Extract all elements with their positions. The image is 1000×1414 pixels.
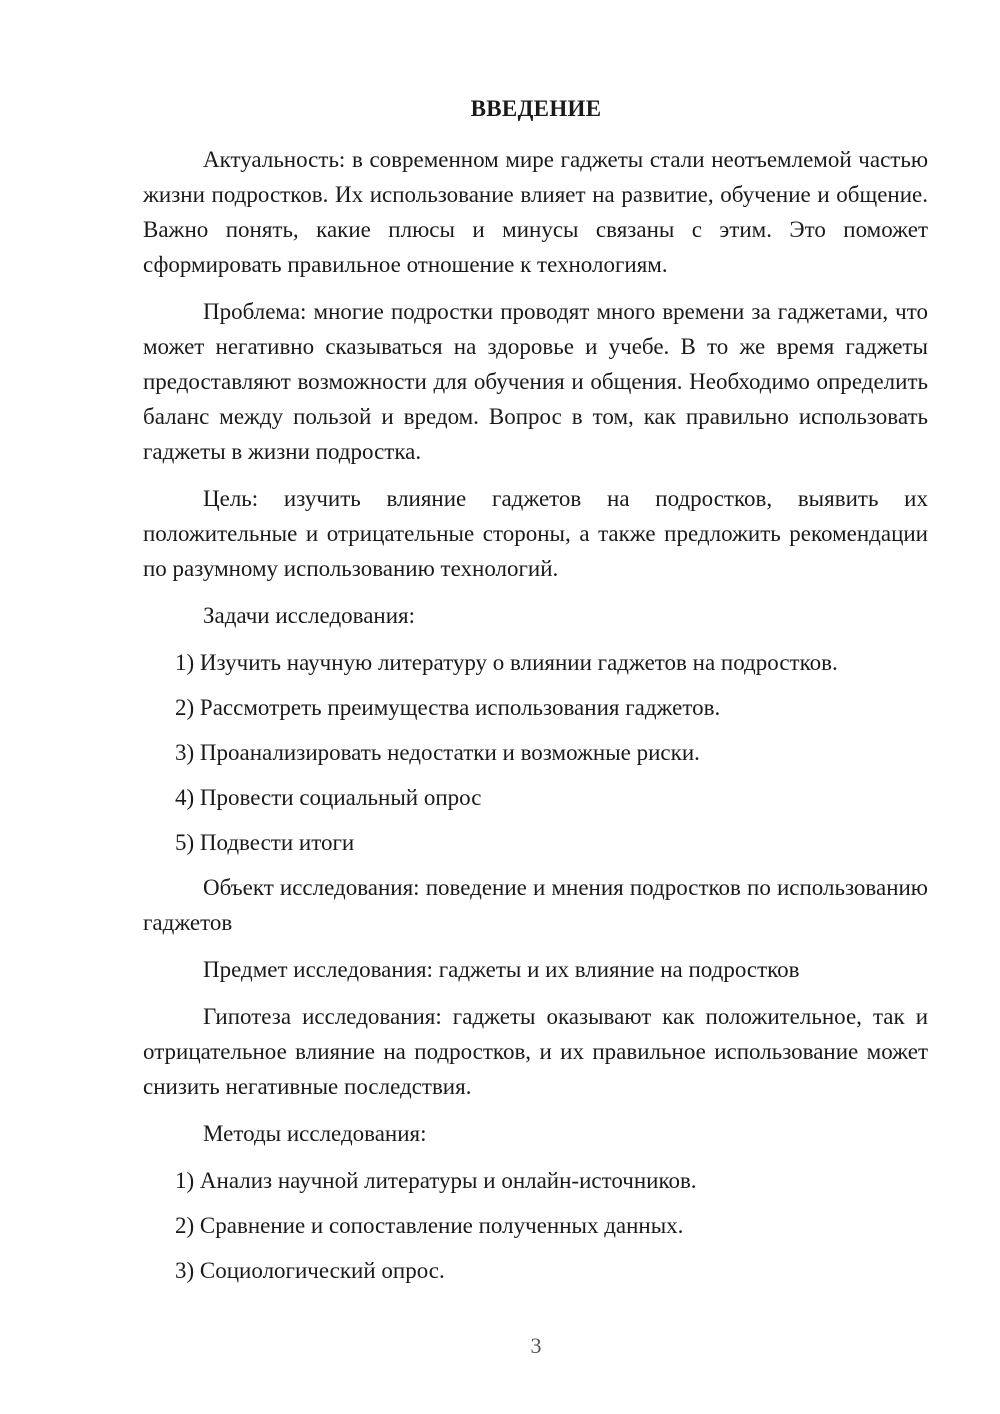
section-heading: ВВЕДЕНИЕ xyxy=(470,96,602,121)
object-paragraph: Объект исследования: поведение и мнения подростков по использованию гаджетов xyxy=(143,875,928,935)
task-item: 1) Изучить научную литературу о влиянии гаджетов на подростков. xyxy=(175,650,838,675)
task-item: 2) Рассмотреть преимущества использования гаджетов. xyxy=(175,695,721,720)
goal-paragraph: Цель: изучить влияние гаджетов на подростков, выявить их положительные и отрицательные стороны, а также предложить рекомендации по разумному использованию технологий. xyxy=(143,486,928,581)
problem-paragraph: Проблема: многие подростки проводят много времени за гаджетами, что может негативно сказываться на здоровье и учебе. В то же время гаджеты предоставляют возможности для обучения и общения. Необходимо определить баланс между пользой и вредом. Вопрос в том, как правильно использовать гаджеты в жизни подростка. xyxy=(143,299,928,464)
document-body xyxy=(143,142,928,1298)
methods-title: Методы исследования: xyxy=(203,1121,427,1146)
tasks-title: Задачи исследования: xyxy=(203,603,416,628)
method-item: 2) Сравнение и сопоставление полученных данных. xyxy=(175,1213,684,1238)
page-number: 3 xyxy=(530,1333,542,1358)
task-item: 3) Проанализировать недостатки и возможные риски. xyxy=(175,740,700,765)
task-item: 4) Провести социальный опрос xyxy=(175,785,482,810)
task-item: 5) Подвести итоги xyxy=(175,830,355,855)
hypothesis-paragraph: Гипотеза исследования: гаджеты оказывают как положительное, так и отрицательное влияние на подростков, и их правильное использование может снизить негативные последствия. xyxy=(143,1004,928,1099)
method-item: 1) Анализ научной литературы и онлайн-источников. xyxy=(175,1168,697,1193)
method-item: 3) Социологический опрос. xyxy=(175,1258,445,1283)
subject-paragraph: Предмет исследования: гаджеты и их влияние на подростков xyxy=(203,957,800,982)
relevance-paragraph: Актуальность: в современном мире гаджеты стали неотъемлемой частью жизни подростков. Их использование влияет на развитие, обучение и общение. Важно понять, какие плюсы и минусы связаны с этим. Это поможет сформировать правильное отношение к технологиям. xyxy=(143,147,928,277)
